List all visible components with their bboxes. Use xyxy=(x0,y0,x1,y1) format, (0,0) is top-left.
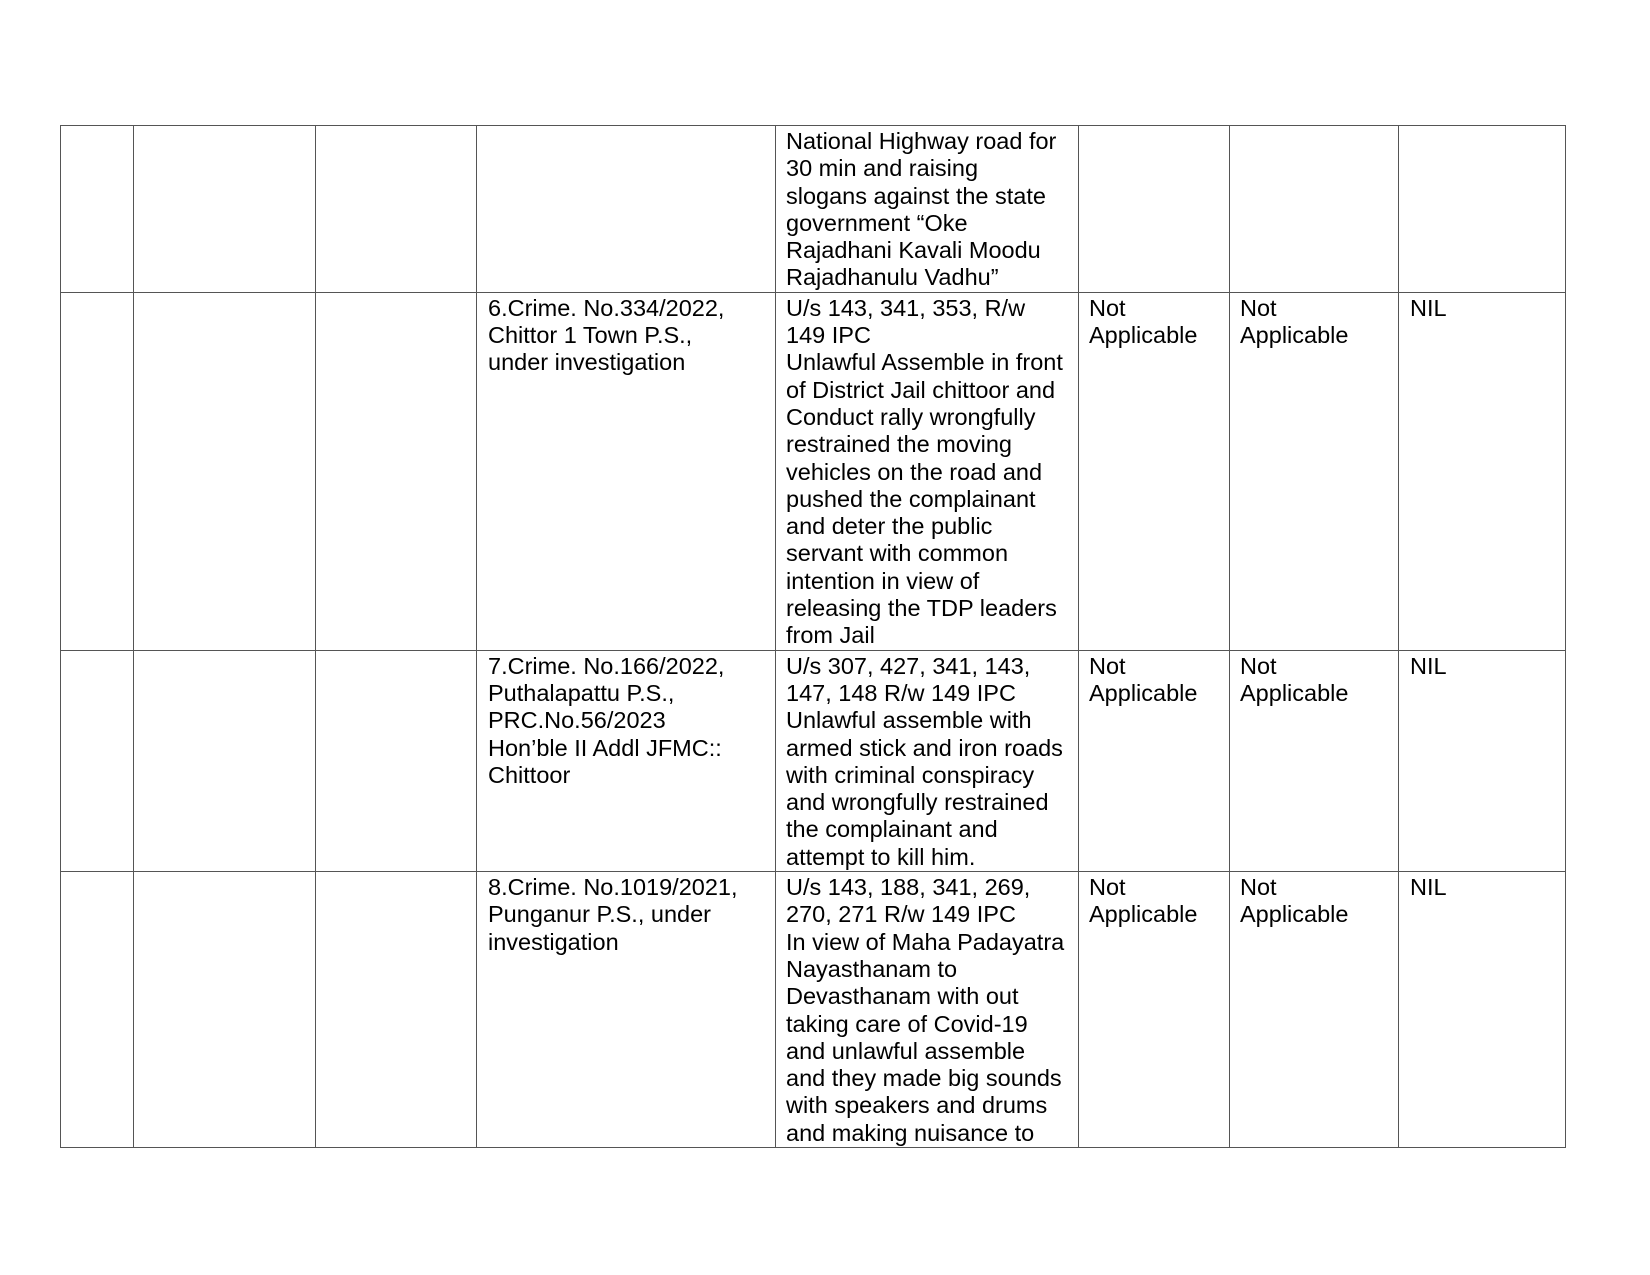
cell-col2 xyxy=(134,126,316,293)
cell-col8: NIL xyxy=(1399,292,1566,650)
cell-sections-and-facts: U/s 143, 341, 353, R/w 149 IPC Unlawful Assemble in front of District Jail chittoor and Conduct rally wrongfully restrained the moving vehicles on the road and pushed the complainant and deter the public servant with common intention in view of releasing the TDP leaders from Jail xyxy=(776,292,1079,650)
table-row xyxy=(61,292,1566,650)
cell-col7: Not Applicable xyxy=(1230,650,1399,871)
cell-col3 xyxy=(316,126,477,293)
cell-col1 xyxy=(61,126,134,293)
cell-col1 xyxy=(61,650,134,871)
cell-col6: Not Applicable xyxy=(1079,872,1230,1148)
cell-col7: Not Applicable xyxy=(1230,292,1399,650)
cell-case-details: 6.Crime. No.334/2022, Chittor 1 Town P.S., under investigation xyxy=(477,292,776,650)
table-row xyxy=(61,126,1566,293)
cell-sections-and-facts: U/s 143, 188, 341, 269, 270, 271 R/w 149 IPC In view of Maha Padayatra Nayasthanam to Devasthanam with out taking care of Covid-19 and unlawful assemble and they made big sounds with speakers and drums and making nuisance to xyxy=(776,872,1079,1148)
cell-col1 xyxy=(61,292,134,650)
cell-case-details: 8.Crime. No.1019/2021, Punganur P.S., under investigation xyxy=(477,872,776,1148)
cell-col3 xyxy=(316,650,477,871)
cell-col3 xyxy=(316,292,477,650)
cell-case-details xyxy=(477,126,776,293)
table-row xyxy=(61,872,1566,1148)
cell-sections-and-facts: National Highway road for 30 min and raising slogans against the state government “Oke Rajadhani Kavali Moodu Rajadhanulu Vadhu” xyxy=(776,126,1079,293)
cell-col6: Not Applicable xyxy=(1079,292,1230,650)
cell-col1 xyxy=(61,872,134,1148)
cell-col7: Not Applicable xyxy=(1230,872,1399,1148)
cell-case-details: 7.Crime. No.166/2022, Puthalapattu P.S., PRC.No.56/2023 Hon’ble II Addl JFMC:: Chittoor xyxy=(477,650,776,871)
cell-col2 xyxy=(134,872,316,1148)
cell-sections-and-facts: U/s 307, 427, 341, 143, 147, 148 R/w 149 IPC Unlawful assemble with armed stick and iron roads with criminal conspiracy and wrongfully restrained the complainant and attempt to kill him. xyxy=(776,650,1079,871)
cell-col7 xyxy=(1230,126,1399,293)
case-details-table xyxy=(60,125,1566,1148)
cell-col8: NIL xyxy=(1399,872,1566,1148)
cell-col8 xyxy=(1399,126,1566,293)
cell-col8: NIL xyxy=(1399,650,1566,871)
cell-col3 xyxy=(316,872,477,1148)
cell-col2 xyxy=(134,292,316,650)
table-row xyxy=(61,650,1566,871)
cell-col6: Not Applicable xyxy=(1079,650,1230,871)
cell-col2 xyxy=(134,650,316,871)
cell-col6 xyxy=(1079,126,1230,293)
